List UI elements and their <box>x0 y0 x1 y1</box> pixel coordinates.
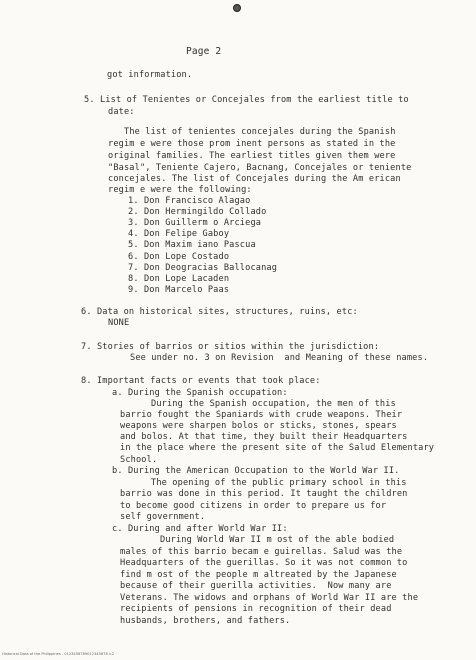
text-line: School. <box>120 455 158 465</box>
list-item: 1. Don Francisco Alagao <box>128 196 251 206</box>
text-line: 7. Stories of barrios or sitios within the jurisdiction: <box>81 342 380 352</box>
text-line: got information. <box>107 70 193 80</box>
list-item: 2. Don Hermingildo Collado <box>128 207 267 217</box>
list-item: 9. Don Marcelo Paas <box>128 285 230 295</box>
text-line: During the Spanish occupation, the men of this <box>151 399 396 409</box>
text-line: males of this barrio becam e guirellas. Salud was the <box>120 547 403 557</box>
text-line: regim e were those prom inent persons as stated in the <box>108 139 396 149</box>
subheading: c. During and after World War II: <box>112 524 288 534</box>
text-line: NONE <box>108 318 130 328</box>
text-line: find m ost of the people m altreated by the Japanese <box>120 570 397 580</box>
text-line: Veterans. The widows and orphans of World War II are the <box>120 593 419 603</box>
text-line: regim e were the following: <box>108 185 252 195</box>
text-line: During World War II m ost of the able bodied <box>160 535 395 545</box>
text-line: to become good citizens in order to prepare us for <box>120 501 387 511</box>
page-number: Page 2 <box>186 46 222 57</box>
list-item: 8. Don Lope Lacaden <box>128 274 230 284</box>
text-line: 6. Data on historical sites, structures, ruins, etc: <box>81 307 358 317</box>
subheading: a. During the Spanish occupation: <box>112 388 288 398</box>
text-line: See under no. 3 on Revision and Meaning of these names. <box>130 353 429 363</box>
list-item: 3. Don Guillerm o Arciega <box>128 218 262 228</box>
subheading: b. During the American Occupation to the World War II. <box>112 466 400 476</box>
text-line: 8. Important facts or events that took place: <box>81 376 321 386</box>
list-item: 6. Don Lope Costado <box>128 252 230 262</box>
text-line: recipients of pensions in recognition of their dead <box>120 604 392 614</box>
list-item: 5. Don Maxim iano Pascua <box>128 240 256 250</box>
text-line: barrio fought the Spaniards with crude weapons. Their <box>120 410 403 420</box>
text-line: 5. List of Tenientes or Concejales from the earliest title to <box>84 95 409 105</box>
text-line: Headquarters of the guerillas. So it was not common to <box>120 558 408 568</box>
text-line: and bolos. At that time, they built their Headquarters <box>120 432 408 442</box>
text-line: concejales. The list of Concejales during the Am erican <box>108 174 401 184</box>
text-line: The opening of the public primary school in this <box>151 478 407 488</box>
archive-footer: Historical Data of the Philippines - 0123456789012345678 v.2 <box>2 652 115 656</box>
list-item: 7. Don Deogracias Ballocanag <box>128 263 278 273</box>
text-line: husbands, brothers, and fathers. <box>120 616 291 626</box>
text-line: self government. <box>120 512 206 522</box>
text-line: "Basal", Teniente Cajero, Bacnang, Concejales or teniente <box>108 163 412 173</box>
text-line: because of their guerilla activities. Now many are <box>120 581 392 591</box>
list-item: 4. Don Felipe Gaboy <box>128 229 230 239</box>
text-line: The list of tenientes concejales during the Spanish <box>124 127 396 137</box>
text-line: weapons were sharpen bolos or sticks, stones, spears <box>120 421 397 431</box>
text-line: original families. The earliest titles given them were <box>108 151 396 161</box>
text-line: barrio was done in this period. It taught the children <box>120 489 408 499</box>
text-line: date: <box>108 107 135 117</box>
text-line: in the place where the present site of the Salud Elementary <box>120 443 435 453</box>
